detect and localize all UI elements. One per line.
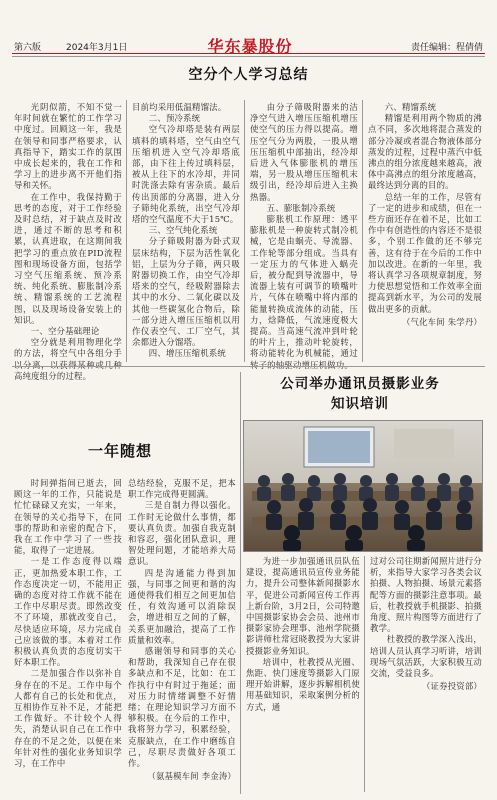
paragraph: 四是沟通能力得到加强，与同事之间更和谐的沟通使得我们相互之间更加信任，有效沟通可以消除误会，增进相互之间的了解，关系更加融洽，提高了工作质量和效率。 — [128, 567, 236, 645]
section-heading: 五、膨胀制冷系统 — [266, 202, 336, 213]
article1-title: 空分个人学习总结 — [188, 67, 309, 83]
paragraph: 培训中，杜教授从光圈、焦距、快门速度等摄影入门原理开始讲解，逐步拆解相机使用基础知识，采取案例分析的方式，通 — [246, 656, 360, 712]
article3-title-line2: 知识培训 — [331, 396, 389, 412]
edition-label: 第六版 — [14, 43, 42, 53]
column-divider — [362, 100, 363, 362]
article1-signature: （气化车间 朱学丹） — [401, 316, 482, 327]
responsible-editor: 责任编辑：程倩倩 — [410, 43, 483, 53]
section-heading: 一、空分基础理论 — [30, 326, 100, 337]
paragraph: 为进一步加强通讯员队伍建设，提高通讯员宣传业务能力，提升公司整体新闻摄影水平，促进公司新闻宣传工作再上新台阶，3月2日，公司特邀中国摄影家协会会员、池州市摄影家协会理事、池州学院摄影讲师杜常冠晓教授为大家讲授摄影业务知识。 — [246, 556, 360, 656]
newspaper-masthead: 华东暴股份 — [207, 37, 293, 56]
paragraph: 三是自制力得以强化。工作时无论做什么事情，都要认真负责。加强自我克制和容忍，强化团队意识，理智处理问题，才能培养大局意识。 — [128, 500, 236, 567]
paragraph: 时间弹指间已逝去，回顾这一年的工作，只能说是忙忙碌碌又充实，一年来，在领导的关心指导下，在同事的帮助和亲密的配合下，我在工作中学习了一些技能，取得了一定进展。 — [14, 478, 122, 556]
section-heading: 二、预冷系统 — [148, 113, 201, 124]
paragraph: 杜教授的教学深入浅出，培训人员认真学习听讲，培训现场气氛活跃，大家积极互动交流，受益良多。 — [370, 634, 482, 679]
paragraph: 空分就是利用物理化学的方法，将空气中各组分手以分离，以获得某种或几种高纯度组分的过程。 — [14, 337, 122, 381]
section-divider — [12, 366, 485, 367]
paragraph: 分子筛吸附器为卧式双层床结构，下层为活性氧化铝，上层为分子筛，两只吸附器切换工作，由空气冷却塔来的空气，经吸附器除去其中的水分、二氧化碳以及其他一些碳氢化合物后，除一部分进入增压压缩机以用作仪表空气、工厂空气，其余都进入分馏塔。 — [132, 236, 240, 348]
section-heading: 三、空气纯化系统 — [148, 225, 218, 236]
page-header — [0, 0, 497, 58]
publication-date: 2024年3月1日 — [66, 43, 128, 53]
paragraph: 总结一年的工作，尽管有了一定的进步和成绩，但在一些方面还存在着不足，比如工作中有创造性的内容还不是很多，个别工作做的还不够完善，这有待于在今后的工作中加以改进。在新的一年里，我将认真学习各项规章制度，努力使思想觉悟和工作效率全面提高到新水平，为公司的发展做出更多的贡献。 — [368, 191, 482, 314]
paragraph: 由分子筛吸附器来的洁净空气进入增压压缩机增压使空气的压力得以提高。增压空气分为两股，一股从增压压缩机中部抽出，经冷却后进入气体膨胀机的增压端，另一股从增压压缩机末级引出，经冷却后进入主换热器。 — [250, 102, 358, 202]
header-rule-thin — [12, 56, 485, 57]
article1-column-3 — [250, 102, 358, 371]
article3-title — [240, 374, 480, 414]
paragraph: 目前均采用低温精馏法。 — [132, 102, 227, 112]
section-heading: 六、精馏系统 — [384, 102, 437, 112]
column-divider — [126, 100, 127, 362]
article2-title: 一年随想 — [88, 442, 153, 460]
training-session-photo — [243, 420, 483, 552]
paragraph: 空气冷却塔是装有两层填料的填料塔，空气由空气压缩机进入空气冷却塔底部，由下往上传过填料层，被从上往下的水冷却，并同时洗涤去除有害杂质。最后传出顶部的分离器，进入分子筛纯化系统，出空气冷却塔的空气温度不大于15℃。 — [132, 124, 240, 225]
article3-signature: （证券投资部） — [421, 681, 482, 692]
paragraph: 在工作中，我保持勤于思考的态度，对于工作经验及时总结，对于缺点及时改进，通过不断的思考和积累，认真进取，在这期间我把学习的重点放在PID流程图和现场设备方面，包括学习空气压缩系统、预冷系统、纯化系统、膨胀制冷系统、精馏系统的工艺流程图，以及现场设备安装上的知识。 — [14, 191, 122, 325]
header-rule — [12, 53, 485, 54]
article1-column-4 — [368, 102, 482, 328]
article1-column-1 — [14, 102, 122, 382]
article1-column-2 — [132, 102, 240, 360]
section-heading: 四、增压压缩机系统 — [148, 348, 226, 359]
article2-column-2 — [128, 478, 236, 782]
paragraph: 膨胀机工作原理：透平膨胀机是一种旋转式制冷机械，它是由蜗壳、导流器、工作轮等部分组成。当具有一定压力的气体进入蜗壳后，被分配到导流器中，导流器上装有可调节的喷嘴叶片，气体在喷嘴中将内部的能量转换成流体的动能，压力，焓降低，气流速度极大提高。当高速气流冲到叶轮的叶片上，推动叶轮旋转，将动能转化为机械能，通过转子的轴驱动增压机做功。 — [250, 214, 358, 370]
column-divider — [240, 372, 241, 794]
paragraph: 总结经验，克服不足，把本职工作完成得更圆满。 — [128, 478, 236, 500]
article3-title-line1: 公司举办通讯员摄影业务 — [280, 376, 440, 392]
article3-column-1 — [246, 556, 360, 713]
article2-signature: （氨基模车间 李金涛） — [147, 771, 236, 782]
paragraph: 过对公司往期新闻照片进行分析，来指导大家学习各类会议拍摄、人物拍摄、场景元素搭配等方面的摄影注意事项。最后，杜教授就手机摄影、拍摄角度、照片构图等方面进行了教学。 — [370, 556, 482, 634]
paragraph: 精馏是利用两个物质的沸点不同，多次地将混合蒸发的部分冷凝或者混合物液体部分蒸发的过程，过程中蒸汽中低沸点的组分浓度越来越高，液体中高沸点的组分浓度越高，最终达到分离的目的。 — [368, 113, 482, 191]
paragraph: 一是工作态度得以端正，更加热爱本职工作，工作态度决定一切，不能用正确的态度对待工作就不能在工作中尽职尽责。即然改变不了环境，那就改变自己，尽快适应环境，尽力完成自己应该做的事。本着对工作积极认真负责的态度切实干好本职工作。 — [14, 556, 122, 668]
article3-column-2 — [370, 556, 482, 692]
article2-column-1 — [14, 478, 122, 769]
paragraph: 感谢领导和同事的关心和帮助，我深知自己存在很多缺点和不足，比如：在工作执行中有时过于拖延；面对压力时情绪调整不好情绪；在理论知识学习方面不够积极。在今后的工作中，我将努力学习，积累经验，克服缺点，在工作中磨练自己，尽职尽责做好各项工作。 — [128, 646, 236, 769]
column-divider — [244, 100, 245, 362]
paragraph: 光阴似箭，不知不觉一年时间就在繁忙的工作学习中度过。回顾这一年，我是在领导和同事严格要求，认真指导下，踏实工作的氛围中成长起来的，我在工作和学习上的进步离不开他们指导和关怀。 — [14, 102, 122, 191]
column-divider — [364, 556, 365, 792]
paragraph: 二是加强合作以弥补自身存在的不足。工作中每个人都有自己的长处和优点，互相协作互补不足，才能把工作做好。不计较个人得失，消楚认识自己在工作中存在的不足之处，以便在来年针对性的强化业务知识学习，在工作中 — [14, 668, 122, 769]
